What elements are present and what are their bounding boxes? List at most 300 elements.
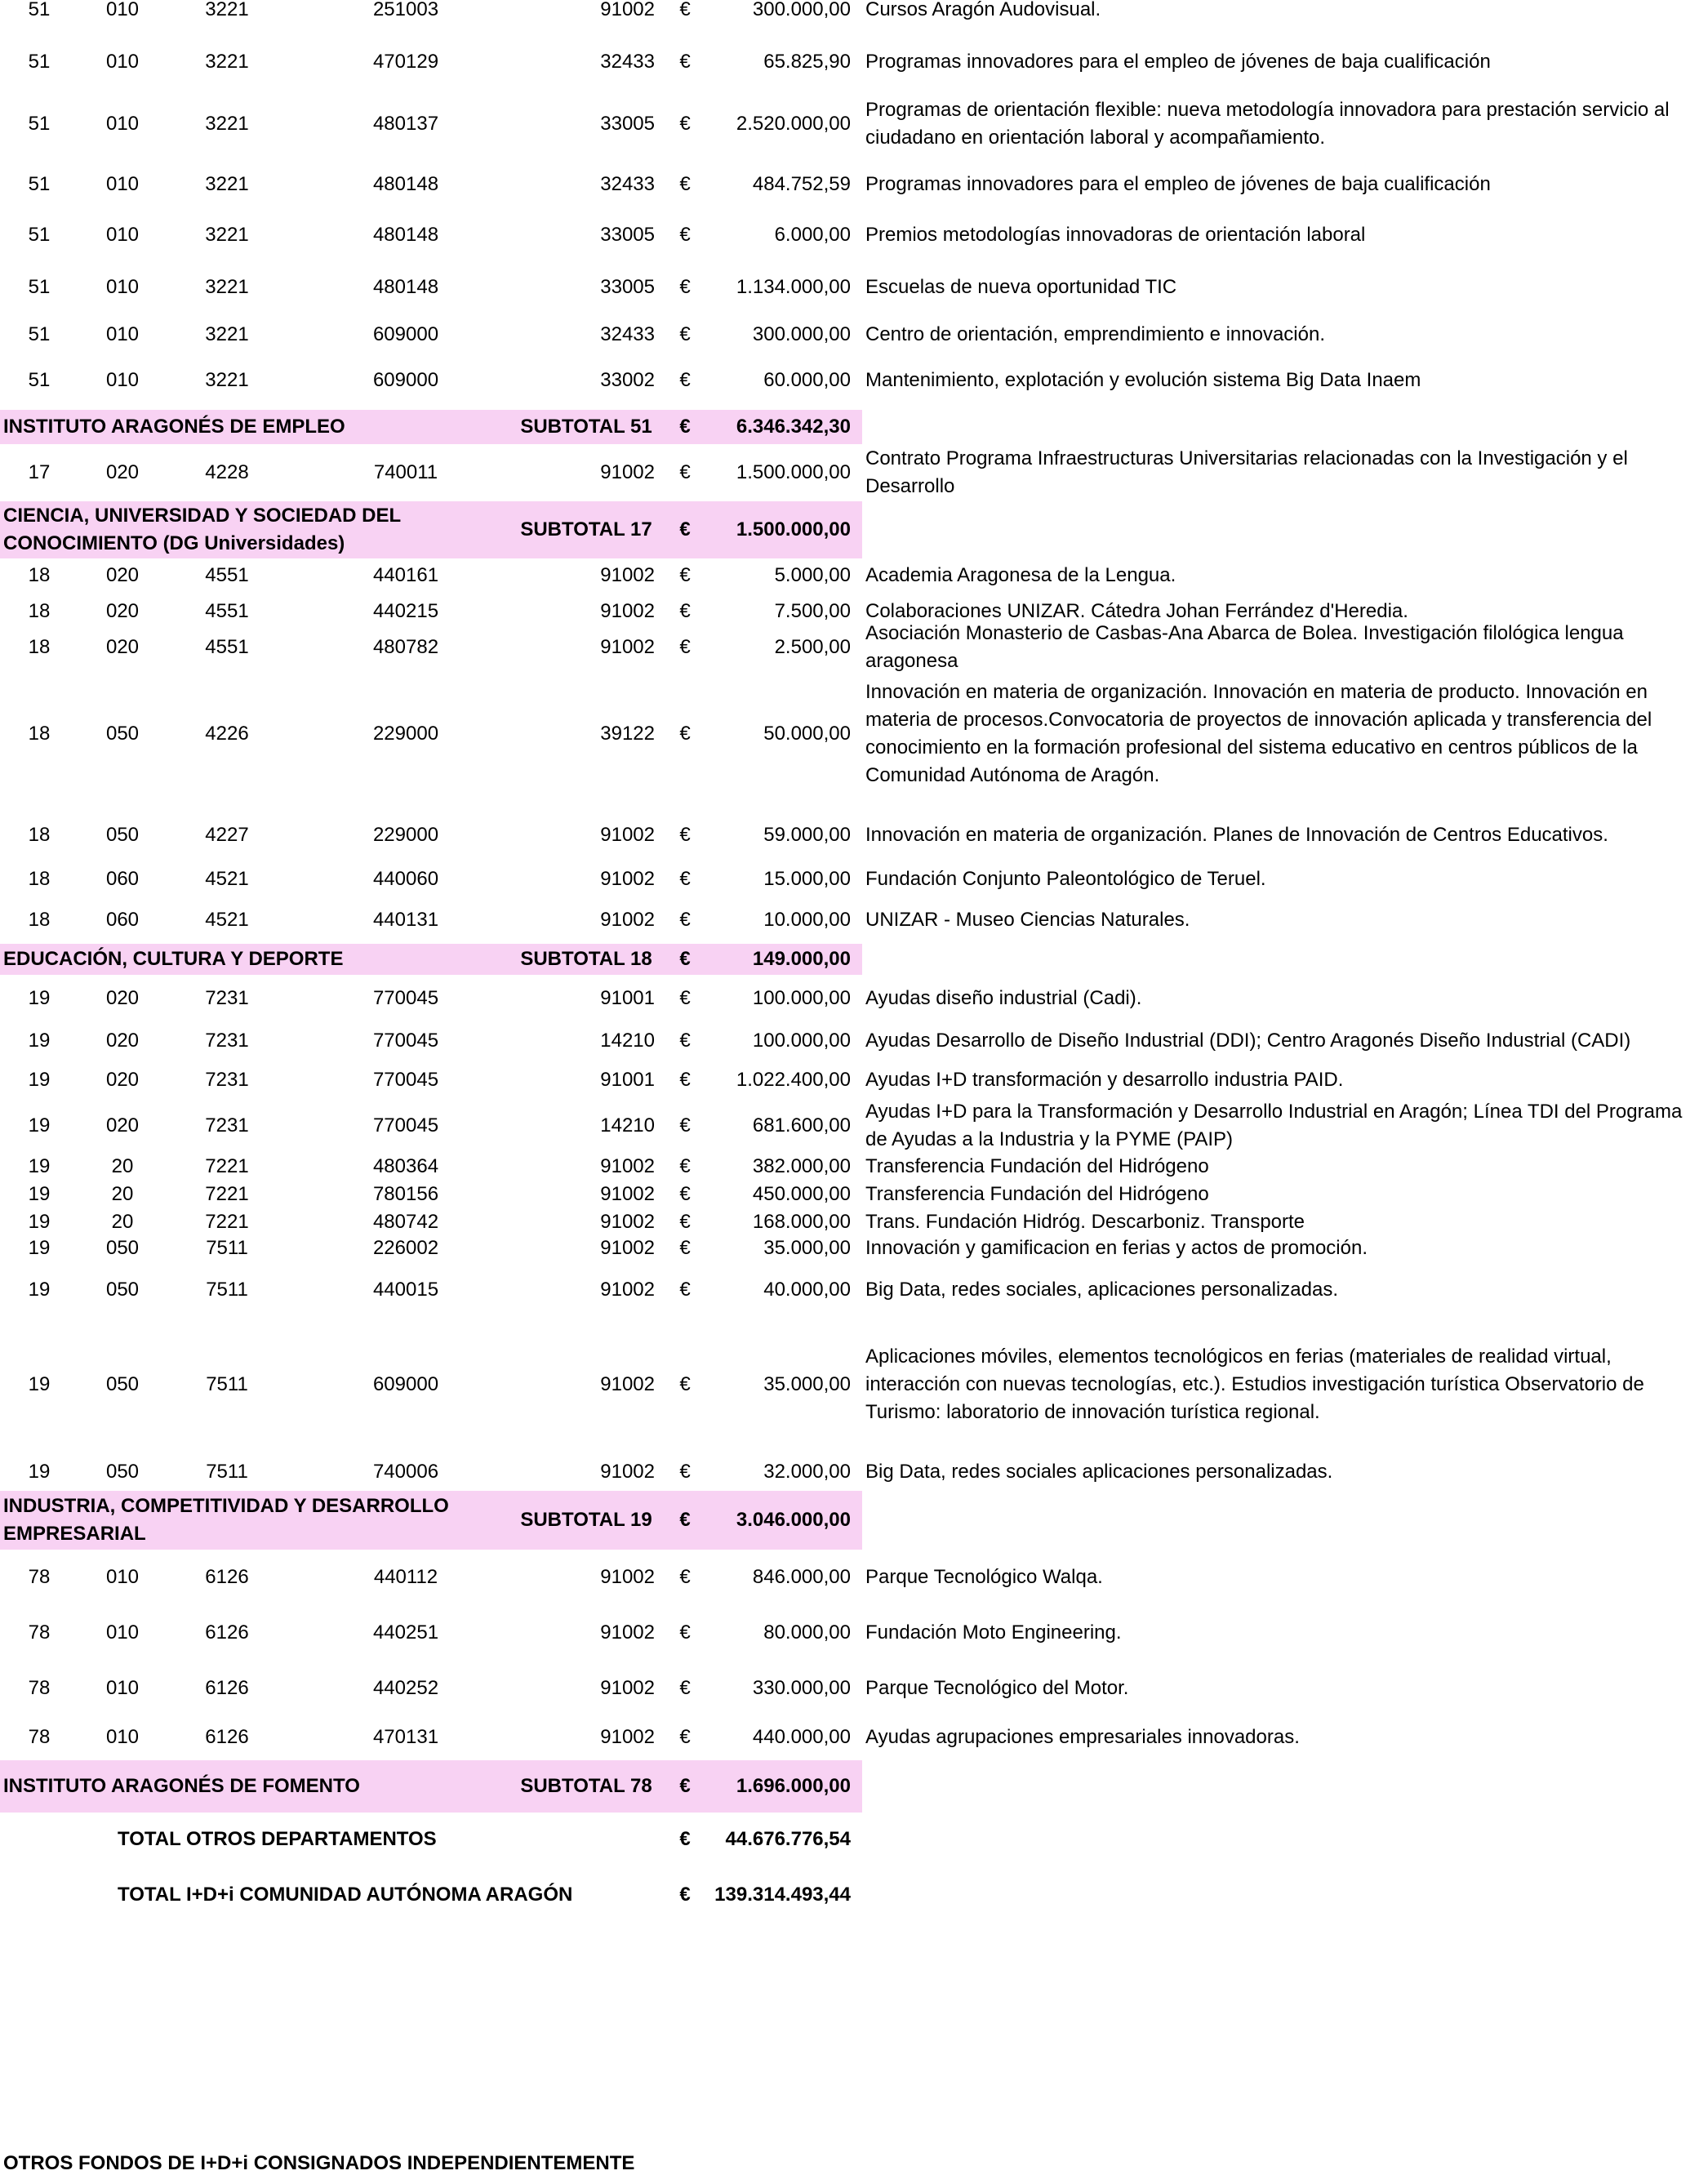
amount-value: 2.500,00 [774, 636, 851, 658]
program-code: 7221 [205, 1155, 249, 1177]
service-code: 010 [105, 276, 140, 298]
amount-value: 300.000,00 [752, 0, 851, 20]
program-code: 4551 [205, 564, 249, 586]
currency-symbol: € [679, 1237, 691, 1259]
fund-code: 91002 [600, 1621, 655, 1644]
section-code: 19 [28, 1114, 51, 1136]
table-row [0, 364, 1699, 397]
fund-code: 91002 [600, 1461, 655, 1483]
service-code: 010 [105, 369, 140, 391]
table-row [0, 905, 1699, 936]
fund-code: 32433 [600, 323, 655, 345]
program-code: 4228 [205, 461, 249, 483]
table-row [0, 1328, 1699, 1442]
service-code: 050 [105, 1237, 140, 1259]
line-description: Programas de orientación flexible: nueva metodología innovadora para prestación servicio al ciudadano en orientación laboral y acompañamiento. [865, 99, 1670, 149]
subtotal-label: SUBTOTAL 18 [520, 948, 652, 970]
line-description: Ayudas I+D transformación y desarrollo industria PAID. [865, 1069, 1344, 1091]
amount-value: 65.825,90 [763, 51, 851, 73]
subtotal-row [0, 410, 862, 444]
program-code: 3221 [205, 113, 249, 135]
program-code: 7231 [205, 987, 249, 1009]
program-code: 3221 [205, 276, 249, 298]
table-row [0, 1154, 1699, 1179]
fund-code: 91002 [600, 564, 655, 586]
service-code: 010 [105, 224, 140, 246]
fund-code: 91002 [600, 1211, 655, 1233]
section-code: 51 [28, 113, 51, 135]
economic-code: 480742 [372, 1211, 439, 1233]
table-row [0, 1274, 1699, 1306]
total-amount: 139.314.493,44 [714, 1884, 851, 1906]
fund-code: 91002 [600, 1566, 655, 1588]
fund-code: 32433 [600, 173, 655, 195]
section-code: 51 [28, 0, 51, 20]
service-code: 050 [105, 1461, 140, 1483]
line-description: Programas innovadores para el empleo de jóvenes de baja cualificación [865, 51, 1491, 73]
total-amount: 44.676.776,54 [725, 1828, 851, 1850]
economic-code: 740011 [373, 461, 438, 483]
economic-code: 770045 [372, 1114, 439, 1136]
economic-code: 440161 [372, 564, 439, 586]
amount-value: 2.520.000,00 [736, 113, 851, 135]
economic-code: 226002 [372, 1237, 439, 1259]
department-name: INDUSTRIA, COMPETITIVIDAD Y DESARROLLO EMPRESARIAL [3, 1495, 449, 1545]
section-code: 19 [28, 1373, 51, 1395]
section-code: 18 [28, 824, 51, 846]
amount-value: 5.000,00 [774, 564, 851, 586]
economic-code: 470131 [372, 1726, 439, 1748]
section-code: 19 [28, 1237, 51, 1259]
currency-symbol: € [679, 1621, 691, 1644]
amount-value: 60.000,00 [763, 369, 851, 391]
section-code: 18 [28, 636, 51, 658]
program-code: 3221 [205, 369, 249, 391]
section-code: 78 [28, 1726, 51, 1748]
line-description: Innovación en materia de organización. Innovación en materia de producto. Innovación en materia de procesos.Convocatoria de proyectos de innovación aplicada y transferencia del conocimiento en la formación profesional del sistema educativo en centros públicos de la Comunidad Autónoma de Aragón. [865, 681, 1652, 786]
currency-symbol: € [679, 824, 691, 846]
program-code: 7231 [205, 1114, 249, 1136]
currency-symbol: € [679, 173, 691, 195]
currency-symbol: € [679, 416, 691, 438]
line-description: Premios metodologías innovadoras de orientación laboral [865, 224, 1366, 246]
service-code: 010 [105, 1621, 140, 1644]
fund-code: 14210 [600, 1030, 655, 1052]
section-code: 18 [28, 868, 51, 890]
table-row [0, 95, 1699, 153]
service-code: 050 [105, 723, 140, 745]
service-code: 20 [111, 1155, 134, 1177]
service-code: 020 [105, 461, 140, 483]
section-code: 19 [28, 1155, 51, 1177]
line-description: Asociación Monasterio de Casbas-Ana Abarca de Bolea. Investigación filológica lengua aragonesa [865, 622, 1624, 672]
currency-symbol: € [679, 369, 691, 391]
currency-symbol: € [679, 909, 691, 931]
line-description: Ayudas Desarrollo de Diseño Industrial (DDI); Centro Aragonés Diseño Industrial (CADI) [865, 1030, 1631, 1052]
line-description: Academia Aragonesa de la Lengua. [865, 564, 1176, 586]
table-row [0, 1719, 1699, 1755]
service-code: 010 [105, 0, 140, 20]
currency-symbol: € [679, 1884, 691, 1906]
table-row [0, 1559, 1699, 1595]
program-code: 7231 [205, 1030, 249, 1052]
fund-code: 33002 [600, 369, 655, 391]
table-row [0, 983, 1699, 1014]
amount-value: 1.022.400,00 [736, 1069, 851, 1091]
line-description: Centro de orientación, emprendimiento e innovación. [865, 323, 1326, 345]
currency-symbol: € [679, 600, 691, 622]
fund-code: 91002 [600, 1279, 655, 1301]
total-row [0, 1821, 1699, 1858]
table-row [0, 562, 1699, 589]
economic-code: 440251 [372, 1621, 439, 1644]
fund-code: 91002 [600, 0, 655, 20]
table-row [0, 0, 1699, 20]
program-code: 6126 [205, 1621, 249, 1644]
table-row [0, 864, 1699, 895]
service-code: 010 [105, 113, 140, 135]
line-description: Innovación en materia de organización. Planes de Innovación de Centros Educativos. [865, 824, 1608, 846]
amount-value: 168.000,00 [752, 1211, 851, 1233]
currency-symbol: € [679, 948, 691, 970]
economic-code: 440112 [373, 1566, 438, 1588]
line-description: Trans. Fundación Hidróg. Descarboniz. Transporte [865, 1211, 1305, 1233]
service-code: 050 [105, 1373, 140, 1395]
line-description: Contrato Programa Infraestructuras Universitarias relacionadas con la Investigación y el Desarrollo [865, 447, 1628, 497]
currency-symbol: € [679, 1373, 691, 1395]
amount-value: 440.000,00 [752, 1726, 851, 1748]
economic-code: 609000 [372, 1373, 439, 1395]
amount-value: 80.000,00 [763, 1621, 851, 1644]
program-code: 6126 [205, 1566, 249, 1588]
program-code: 7511 [206, 1237, 248, 1259]
amount-value: 484.752,59 [752, 173, 851, 195]
line-description: Colaboraciones UNIZAR. Cátedra Johan Ferrández d'Heredia. [865, 600, 1408, 622]
subtotal-amount: 149.000,00 [752, 948, 851, 970]
line-description: Transferencia Fundación del Hidrógeno [865, 1155, 1209, 1177]
economic-code: 740006 [372, 1461, 439, 1483]
service-code: 20 [111, 1211, 134, 1233]
economic-code: 251003 [372, 0, 439, 20]
program-code: 7221 [205, 1183, 249, 1205]
section-code: 18 [28, 564, 51, 586]
table-row [0, 622, 1699, 672]
currency-symbol: € [679, 1509, 691, 1531]
economic-code: 609000 [372, 323, 439, 345]
total-row [0, 1876, 1699, 1914]
table-row [0, 1182, 1699, 1207]
section-heading: OTROS FONDOS DE I+D+i CONSIGNADOS INDEPENDIENTEMENTE [3, 2152, 635, 2174]
line-description: Fundación Conjunto Paleontológico de Teruel. [865, 868, 1266, 890]
line-description: Ayudas diseño industrial (Cadi). [865, 987, 1142, 1009]
table-row [0, 1615, 1699, 1651]
amount-value: 6.000,00 [774, 224, 851, 246]
service-code: 050 [105, 1279, 140, 1301]
amount-value: 1.500.000,00 [736, 461, 851, 483]
service-code: 010 [105, 51, 140, 73]
line-description: Fundación Moto Engineering. [865, 1621, 1122, 1644]
service-code: 060 [105, 909, 140, 931]
section-code: 78 [28, 1566, 51, 1588]
economic-code: 480782 [372, 636, 439, 658]
section-code: 78 [28, 1677, 51, 1699]
currency-symbol: € [679, 1775, 691, 1797]
economic-code: 480148 [372, 173, 439, 195]
economic-code: 780156 [372, 1183, 439, 1205]
department-name: INSTITUTO ARAGONÉS DE EMPLEO [3, 416, 345, 438]
subtotal-row [0, 1760, 862, 1813]
amount-value: 382.000,00 [752, 1155, 851, 1177]
line-description: UNIZAR - Museo Ciencias Naturales. [865, 909, 1190, 931]
economic-code: 480364 [372, 1155, 439, 1177]
line-description: Mantenimiento, explotación y evolución sistema Big Data Inaem [865, 369, 1421, 391]
economic-code: 470129 [372, 51, 439, 73]
section-code: 51 [28, 173, 51, 195]
currency-symbol: € [679, 1069, 691, 1091]
fund-code: 91002 [600, 868, 655, 890]
subtotal-row [0, 1491, 862, 1550]
economic-code: 770045 [372, 1030, 439, 1052]
service-code: 010 [105, 1677, 140, 1699]
table-row [0, 446, 1699, 500]
currency-symbol: € [679, 868, 691, 890]
section-code: 19 [28, 1030, 51, 1052]
department-name: INSTITUTO ARAGONÉS DE FOMENTO [3, 1775, 360, 1797]
section-code: 78 [28, 1621, 51, 1644]
table-row [0, 318, 1699, 351]
service-code: 060 [105, 868, 140, 890]
program-code: 4227 [205, 824, 249, 846]
subtotal-row [0, 501, 862, 558]
economic-code: 480137 [372, 113, 439, 135]
section-code: 51 [28, 369, 51, 391]
economic-code: 440060 [372, 868, 439, 890]
currency-symbol: € [679, 1155, 691, 1177]
amount-value: 100.000,00 [752, 1030, 851, 1052]
fund-code: 91002 [600, 636, 655, 658]
service-code: 050 [105, 824, 140, 846]
section-code: 19 [28, 1211, 51, 1233]
currency-symbol: € [679, 1566, 691, 1588]
program-code: 3221 [205, 173, 249, 195]
fund-code: 91002 [600, 1155, 655, 1177]
amount-value: 32.000,00 [763, 1461, 851, 1483]
currency-symbol: € [679, 1030, 691, 1052]
currency-symbol: € [679, 1183, 691, 1205]
currency-symbol: € [679, 224, 691, 246]
amount-value: 681.600,00 [752, 1114, 851, 1136]
economic-code: 480148 [372, 224, 439, 246]
subtotal-row [0, 944, 862, 975]
economic-code: 770045 [372, 1069, 439, 1091]
program-code: 7511 [206, 1279, 248, 1301]
amount-value: 35.000,00 [763, 1237, 851, 1259]
fund-code: 91002 [600, 600, 655, 622]
amount-value: 846.000,00 [752, 1566, 851, 1588]
economic-code: 229000 [372, 723, 439, 745]
subtotal-label: SUBTOTAL 19 [520, 1509, 652, 1531]
currency-symbol: € [679, 461, 691, 483]
program-code: 4521 [205, 909, 249, 931]
amount-value: 35.000,00 [763, 1373, 851, 1395]
subtotal-amount: 3.046.000,00 [736, 1509, 851, 1531]
subtotal-label: SUBTOTAL 51 [520, 416, 652, 438]
total-label: TOTAL I+D+i COMUNIDAD AUTÓNOMA ARAGÓN [118, 1884, 573, 1906]
amount-value: 100.000,00 [752, 987, 851, 1009]
currency-symbol: € [679, 1279, 691, 1301]
subtotal-amount: 6.346.342,30 [736, 416, 851, 438]
line-description: Ayudas I+D para la Transformación y Desarrollo Industrial en Aragón; Línea TDI del Programa de Ayudas a la Industria y la PYME (PAIP) [865, 1101, 1683, 1150]
currency-symbol: € [679, 1726, 691, 1748]
fund-code: 91002 [600, 1183, 655, 1205]
line-description: Aplicaciones móviles, elementos tecnológicos en ferias (materiales de realidad virtual, interacción con nuevas tecnologías, etc.). Estudios investigación turística Observatorio de Turismo: laboratorio de innovación turística regional. [865, 1346, 1644, 1423]
table-row [0, 168, 1699, 201]
economic-code: 440131 [372, 909, 439, 931]
fund-code: 91002 [600, 909, 655, 931]
line-description: Big Data, redes sociales, aplicaciones personalizadas. [865, 1279, 1338, 1301]
currency-symbol: € [679, 518, 691, 540]
section-code: 19 [28, 1461, 51, 1483]
amount-value: 40.000,00 [763, 1279, 851, 1301]
fund-code: 91002 [600, 1677, 655, 1699]
service-code: 020 [105, 1069, 140, 1091]
section-code: 17 [28, 461, 51, 483]
subtotal-amount: 1.696.000,00 [736, 1775, 851, 1797]
currency-symbol: € [679, 636, 691, 658]
currency-symbol: € [679, 987, 691, 1009]
currency-symbol: € [679, 51, 691, 73]
table-row [0, 1236, 1699, 1261]
currency-symbol: € [679, 1828, 691, 1850]
fund-code: 33005 [600, 276, 655, 298]
program-code: 3221 [205, 0, 249, 20]
service-code: 020 [105, 987, 140, 1009]
currency-symbol: € [679, 1211, 691, 1233]
table-row [0, 1066, 1699, 1094]
service-code: 20 [111, 1183, 134, 1205]
service-code: 020 [105, 1030, 140, 1052]
section-code: 18 [28, 600, 51, 622]
fund-code: 91002 [600, 1237, 655, 1259]
table-row [0, 1457, 1699, 1488]
service-code: 010 [105, 323, 140, 345]
program-code: 6126 [205, 1677, 249, 1699]
table-row [0, 1025, 1699, 1056]
fund-code: 33005 [600, 113, 655, 135]
subtotal-label: SUBTOTAL 78 [520, 1775, 652, 1797]
program-code: 7511 [206, 1461, 248, 1483]
amount-value: 300.000,00 [752, 323, 851, 345]
amount-value: 330.000,00 [752, 1677, 851, 1699]
fund-code: 14210 [600, 1114, 655, 1136]
fund-code: 91002 [600, 1373, 655, 1395]
fund-code: 91002 [600, 1726, 655, 1748]
economic-code: 770045 [372, 987, 439, 1009]
table-row [0, 219, 1699, 251]
table-row [0, 1210, 1699, 1234]
fund-code: 91001 [600, 987, 655, 1009]
fund-code: 32433 [600, 51, 655, 73]
section-code: 18 [28, 909, 51, 931]
amount-value: 59.000,00 [763, 824, 851, 846]
program-code: 4521 [205, 868, 249, 890]
fund-code: 39122 [600, 723, 655, 745]
section-code: 51 [28, 323, 51, 345]
currency-symbol: € [679, 276, 691, 298]
service-code: 020 [105, 564, 140, 586]
section-code: 19 [28, 987, 51, 1009]
table-row [0, 271, 1699, 304]
service-code: 010 [105, 173, 140, 195]
program-code: 3221 [205, 323, 249, 345]
total-label: TOTAL OTROS DEPARTAMENTOS [118, 1828, 437, 1850]
economic-code: 480148 [372, 276, 439, 298]
section-code: 19 [28, 1279, 51, 1301]
section-code: 19 [28, 1183, 51, 1205]
currency-symbol: € [679, 1677, 691, 1699]
table-row [0, 681, 1699, 787]
economic-code: 440252 [372, 1677, 439, 1699]
service-code: 010 [105, 1566, 140, 1588]
section-code: 51 [28, 51, 51, 73]
service-code: 020 [105, 636, 140, 658]
amount-value: 50.000,00 [763, 723, 851, 745]
section-code: 51 [28, 276, 51, 298]
economic-code: 440215 [372, 600, 439, 622]
program-code: 3221 [205, 51, 249, 73]
line-description: Innovación y gamificacion en ferias y actos de promoción. [865, 1237, 1368, 1259]
line-description: Parque Tecnológico Walqa. [865, 1566, 1103, 1588]
program-code: 4551 [205, 600, 249, 622]
department-name: EDUCACIÓN, CULTURA Y DEPORTE [3, 948, 344, 970]
fund-code: 91002 [600, 824, 655, 846]
table-row [0, 1099, 1699, 1153]
program-code: 4226 [205, 723, 249, 745]
currency-symbol: € [679, 1114, 691, 1136]
currency-symbol: € [679, 723, 691, 745]
service-code: 020 [105, 1114, 140, 1136]
amount-value: 15.000,00 [763, 868, 851, 890]
subtotal-label: SUBTOTAL 17 [520, 518, 652, 540]
subtotal-amount: 1.500.000,00 [736, 518, 851, 540]
currency-symbol: € [679, 113, 691, 135]
amount-value: 450.000,00 [752, 1183, 851, 1205]
section-code: 51 [28, 224, 51, 246]
table-row [0, 1670, 1699, 1706]
service-code: 020 [105, 600, 140, 622]
table-row [0, 820, 1699, 851]
line-description: Programas innovadores para el empleo de jóvenes de baja cualificación [865, 173, 1491, 195]
currency-symbol: € [679, 1461, 691, 1483]
amount-value: 10.000,00 [763, 909, 851, 931]
economic-code: 609000 [372, 369, 439, 391]
fund-code: 91002 [600, 461, 655, 483]
line-description: Escuelas de nueva oportunidad TIC [865, 276, 1177, 298]
fund-code: 33005 [600, 224, 655, 246]
line-description: Ayudas agrupaciones empresariales innovadoras. [865, 1726, 1300, 1748]
table-row [0, 46, 1699, 78]
amount-value: 7.500,00 [774, 600, 851, 622]
program-code: 4551 [205, 636, 249, 658]
line-description: Transferencia Fundación del Hidrógeno [865, 1183, 1209, 1205]
program-code: 7511 [206, 1373, 248, 1395]
fund-code: 91001 [600, 1069, 655, 1091]
currency-symbol: € [679, 564, 691, 586]
line-description: Big Data, redes sociales aplicaciones personalizadas. [865, 1461, 1333, 1483]
line-description: Cursos Aragón Audovisual. [865, 0, 1101, 20]
currency-symbol: € [679, 323, 691, 345]
economic-code: 440015 [372, 1279, 439, 1301]
